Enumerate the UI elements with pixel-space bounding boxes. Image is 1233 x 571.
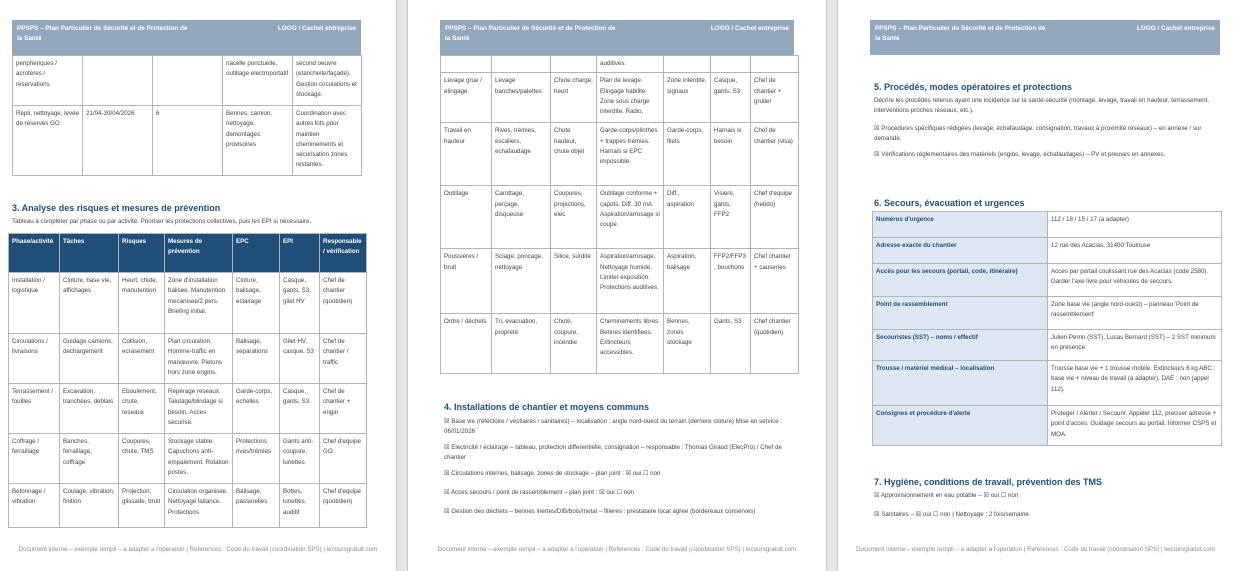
row-label: Trousse / matériel médical – localisation	[873, 361, 1048, 406]
cell-responsable: Chef chantier (quotidien)	[751, 314, 799, 374]
emergency-info-table	[872, 211, 1222, 446]
table-row	[441, 123, 799, 186]
checklist-item: ☒ Electricité / éclairage – tableau, protection differentielle, consignation – responsable : Thomas Giraud (ElecPro) / Chef de chantier	[444, 444, 782, 461]
row-label: Accès pour les secours (portail, code, itinéraire)	[873, 264, 1048, 297]
section-5-intro: Décrire les procédés retenus ayant une incidence sur la santé-sécurité (montage, levage, travail en hauteur, terrassement, interventions proches réseaux, etc.).	[874, 97, 1209, 114]
cell-responsable: Chef de chantier + engin	[320, 384, 367, 434]
cell-epi: Gants, S3	[711, 314, 751, 374]
table-row	[13, 106, 362, 176]
cell-epi: Gants anti-coupure, lunettes	[280, 434, 320, 484]
cell-epi: FFP2/FFP3, bouchons	[711, 249, 751, 314]
table-row	[873, 330, 1222, 361]
table-row	[13, 56, 362, 106]
cell-epc: Zone interdite, signaux	[664, 73, 711, 123]
cell-epc: Diff., aspiration	[664, 186, 711, 249]
cell-epc: Bennes, zones stockage	[664, 314, 711, 374]
table-row	[9, 334, 367, 384]
cell-responsable: Chef de chantier + grutier	[751, 73, 799, 123]
column-header: Responsable / vérification	[320, 234, 367, 273]
cell-dates: 21/04-30/04/2026	[83, 106, 153, 176]
row-label: Numéros d'urgence	[873, 212, 1048, 238]
cell-risques: Collision, ecrasement	[119, 334, 165, 384]
page-header	[870, 20, 1220, 55]
cell-responsable: Chef de chantier / traffic	[320, 334, 367, 384]
checklist-item: ☒ Procédures spécifiques rédigées (levage, échafaudage, consignation, travaux à proximité réseaux) – en annexe / sur demande.	[874, 125, 1202, 142]
section-7-list	[874, 491, 1224, 520]
table-row	[441, 73, 799, 123]
cell-responsable: Chef d'equipe (hebdo)	[751, 186, 799, 249]
checklist-item: ☒ Sanitaires – ☒ oui ☐ non | Nettoyage : 2 fois/semaine	[874, 511, 1029, 518]
table-row	[873, 238, 1222, 264]
header-logo-placeholder: LOGO / Cachet entreprise	[710, 25, 789, 32]
header-logo-placeholder: LOGO / Cachet entreprise	[277, 25, 356, 32]
planning-table-continuation	[12, 55, 362, 176]
cell-epi	[711, 56, 751, 73]
section-6-title: 6. Secours, évacuation et urgences	[874, 198, 1025, 208]
cell-taches: Carottage, perçage, disqueuse	[492, 186, 551, 249]
cell-mesures: Plan de levage. Elingage habilite. Zone sous charge interdite. Radio.	[597, 73, 664, 123]
cell-epi: Casque, gants, S3	[711, 73, 751, 123]
row-value: Trousse base vie + 1 trousse mobile. Extincteurs 6 kg ABC : base vie + niveau de travail (a adapter). DAE : non (appel 112).	[1048, 361, 1222, 406]
column-header: Risques	[119, 234, 165, 273]
checklist-item: ☒ Circulations internes, balisage, zones de stockage – plan joint : ☒ oui ☐ non	[444, 470, 661, 477]
page-footer: Document interne – exemple rempli – a adapter a l'operation | References : Code du travail (coordination SPS) | lecoursgratuit.com	[18, 546, 378, 553]
cell-responsable: Chef d'equipe GO	[320, 434, 367, 484]
cell-epc: Cloture, balisage, eclairage	[233, 273, 280, 334]
page-footer: Document interne – exemple rempli – a adapter a l'operation | References : Code du travail (coordination SPS) | lecoursgratuit.com	[437, 546, 797, 553]
row-value: Proteger / Alerter / Secourir. Appeler 112, preciser adresse + point d'acces. Guidage secours au portail. Informer CSPS et MOA.	[1048, 406, 1222, 446]
cell-epi: Visiere, gants, FFP2	[711, 186, 751, 249]
cell-responsable: Chef de chantier (visa)	[751, 123, 799, 186]
cell-responsable: Chef d'equipe (quotidien)	[320, 484, 367, 528]
cell-phase: Terrassement / fouilles	[9, 384, 60, 434]
checklist-item: ☒ Acces secours / point de rassemblement – plan joint : ☒ oui ☐ non	[444, 489, 634, 496]
cell-risques: Eboulement, chute, reseaux	[119, 384, 165, 434]
header-title: PPSPS – Plan Particulier de Sécurité et de Protection de la Santé	[17, 25, 188, 42]
cell-phase: Betonnage / vibration	[9, 484, 60, 528]
row-label: Consignes et procédure d'alerte	[873, 406, 1048, 446]
checklist-item: ☒ Base vie (réfectoire / vestiaires / sanitaires) – localisation : angle nord-ouest du terrain (derriere cloture) Mise en service : 06/01/2026	[444, 418, 783, 435]
cell-mesures: auditives.	[597, 56, 664, 73]
section-7-title: 7. Hygiène, conditions de travail, prévention des TMS	[874, 477, 1103, 487]
column-header: Tâches	[60, 234, 119, 273]
header-logo-placeholder: LOGO / Cachet entreprise	[1136, 25, 1215, 32]
header-title: PPSPS – Plan Particulier de Sécurité et de Protection de la Santé	[875, 25, 1046, 42]
table-row	[441, 314, 799, 374]
cell-mesures: Cheminements libres. Bennes identifiees. Extincteurs accessibles.	[597, 314, 664, 374]
table-row	[9, 273, 367, 334]
cell-epi: Harnais si besoin	[711, 123, 751, 186]
table-row	[873, 406, 1222, 446]
cell-epc: Balisage, passerelles	[233, 484, 280, 528]
risk-analysis-table-continued	[440, 55, 799, 374]
cell-taches	[492, 56, 551, 73]
document-page-2	[407, 0, 827, 571]
section-3-intro: Tableau à compléter par phase ou par activité. Prioriser les protections collectives, puis les EPI si nécessaire.	[12, 218, 312, 225]
cell-mesures: Circulation organisee. Nettoyage laitance. Protections	[165, 484, 233, 528]
cell-epc	[664, 56, 711, 73]
cell-taches: Banches, ferraillage, coffrage	[60, 434, 119, 484]
cell-responsable	[751, 56, 799, 73]
cell-epi: Casque, gants, S3, gilet HV	[280, 273, 320, 334]
cell-risques: Silice, surdité	[551, 249, 597, 314]
cell-moyens: nacelle ponctuelle, outillage electroportatif	[223, 56, 293, 106]
document-page-1	[0, 0, 397, 571]
row-label: Adresse exacte du chantier	[873, 238, 1048, 264]
cell-phase: Poussières / bruit	[441, 249, 492, 314]
column-header: EPI	[280, 234, 320, 273]
cell-epc: Aspiration, balisage	[664, 249, 711, 314]
cell-epc: Garde-corps, echelles	[233, 384, 280, 434]
table-row	[873, 297, 1222, 330]
cell-risques: Coupures, projections, elec	[551, 186, 597, 249]
table-row	[441, 249, 799, 314]
cell-phase: Levage grue / elingage	[441, 73, 492, 123]
checklist-item: ☒ Approvisionnement en eau potable – ☒ oui ☐ non	[874, 492, 1019, 499]
header-title: PPSPS – Plan Particulier de Sécurité et de Protection de la Santé	[445, 25, 616, 42]
cell-phase: Repli, nettoyage, levée de réserves GO	[13, 106, 83, 176]
section-4-list	[444, 417, 796, 517]
cell-mesures: Plan circulation. Homme-traffic en manœuvre. Pietons hors zone engins.	[165, 334, 233, 384]
section-3-title: 3. Analyse des risques et mesures de prévention	[12, 203, 221, 213]
cell-taches: Guidage camions, dechargement	[60, 334, 119, 384]
cell-mesures: Stockage stable. Capuchons anti-empalement. Rotation postes.	[165, 434, 233, 484]
section-5-title: 5. Procédés, modes opératoires et protections	[874, 82, 1073, 92]
row-label: Point de rassemblement	[873, 297, 1048, 330]
cell-mesures: Outillage conforme + capots. Diff. 30 mA. Aspiration/arrosage si coupe.	[597, 186, 664, 249]
cell-responsable: Chef chantier + causeries	[751, 249, 799, 314]
cell-phase: Outillage	[441, 186, 492, 249]
cell-taches: Tri, evacuation, propreté	[492, 314, 551, 374]
cell-phase: Travail en hauteur	[441, 123, 492, 186]
table-row	[873, 264, 1222, 297]
risk-analysis-table	[8, 233, 367, 528]
cell-epc: Balisage, separations	[233, 334, 280, 384]
page-header	[440, 20, 794, 55]
cell-risques: Heurt, chute, manutention	[119, 273, 165, 334]
cell-dates	[83, 56, 153, 106]
column-header: EPC	[233, 234, 280, 273]
checklist-item: ☒ Vérifications réglementaires des matériels (engins, levage, échafaudages) – PV et preuves en annexes.	[874, 151, 1166, 158]
row-label: Secouristes (SST) – noms / effectif	[873, 330, 1048, 361]
cell-epc: Protections rives/trémies	[233, 434, 280, 484]
cell-epi: Bottes, lunettes, auditif	[280, 484, 320, 528]
table-row	[441, 186, 799, 249]
section-4-title: 4. Installations de chantier et moyens communs	[444, 402, 650, 412]
cell-mesures: Zone d'installation balisee. Manutention mecanisee/2 pers. Briefing initial.	[165, 273, 233, 334]
cell-phase: Coffrage / ferraillage	[9, 434, 60, 484]
cell-taches: Coulage, vibration, finition	[60, 484, 119, 528]
cell-risques: Projection, glissade, bruit	[119, 484, 165, 528]
cell-phase: peripheriques / acrotères / réservations	[13, 56, 83, 106]
page-header	[12, 20, 361, 55]
table-row	[9, 484, 367, 528]
cell-phase: Circulations / livraisons	[9, 334, 60, 384]
row-value: 12 rue des Acacias, 31400 Toulouse	[1048, 238, 1222, 264]
cell-risques: Chute, coupure, incendie	[551, 314, 597, 374]
cell-epi: Gilet HV, casque, S3	[280, 334, 320, 384]
row-value: Zone base vie (angle nord-ouest) – panneau 'Point de rassemblement'	[1048, 297, 1222, 330]
document-page-3	[837, 0, 1233, 571]
section-5-list	[874, 124, 1226, 160]
cell-phase	[441, 56, 492, 73]
cell-phase: Installation / logistique	[9, 273, 60, 334]
page-footer: Document interne – exemple rempli – a adapter a l'operation | References : Code du travail (coordination SPS) | lecoursgratuit.com	[856, 546, 1215, 553]
cell-interfaces: second oeuvre (etancheite/façade). Gestion circulations et stockage.	[293, 56, 362, 106]
table-row	[873, 361, 1222, 406]
column-header: Mesures de prévention	[165, 234, 233, 273]
cell-epi: Casque, gants, S3	[280, 384, 320, 434]
checklist-item: ☒ Gestion des déchets – bennes inertes/DIB/bois/metal – filieres : prestataire local agree (bordereaux conserves)	[444, 508, 756, 515]
cell-risques: Coupures, chute, TMS	[119, 434, 165, 484]
table-row	[873, 212, 1222, 238]
row-value: 112 / 18 / 15 / 17 (à adapter)	[1048, 212, 1222, 238]
cell-responsable: Chef de chantier (quotidien)	[320, 273, 367, 334]
cell-phase: Ordre / déchets	[441, 314, 492, 374]
cell-taches: Cloture, base vie, affichages	[60, 273, 119, 334]
cell-effectif: 6	[153, 106, 223, 176]
cell-mesures: Repérage reseaux. Talutage/blindage si besoin. Acces securise.	[165, 384, 233, 434]
row-value: Julien Perrin (SST), Lucas Bernard (SST) – 2 SST minimum en presence	[1048, 330, 1222, 361]
cell-mesures: Aspiration/arrosage. Nettoyage humide. Limiter exposition. Protections auditives.	[597, 249, 664, 314]
table-row	[9, 384, 367, 434]
cell-taches: Sciage, poncage, nettoyage	[492, 249, 551, 314]
cell-mesures: Garde-corps/plinthes + trappes trémies. Harnais si EPC impossible.	[597, 123, 664, 186]
column-header: Phase/activité	[9, 234, 60, 273]
cell-taches: Excavation, tranchées, deblais	[60, 384, 119, 434]
cell-effectif	[153, 56, 223, 106]
table-row	[441, 56, 799, 73]
cell-taches: Rives, trémies, escaliers, echafaudage	[492, 123, 551, 186]
cell-risques: Chute hauteur, chute objet	[551, 123, 597, 186]
cell-taches: Levage banches/palettes	[492, 73, 551, 123]
cell-risques: Chute charge, heurt	[551, 73, 597, 123]
cell-moyens: Bennes, camion, nettoyage, demontages provisoires	[223, 106, 293, 176]
table-row	[9, 434, 367, 484]
cell-risques	[551, 56, 597, 73]
cell-epc: Garde-corps, filets	[664, 123, 711, 186]
row-value: Acces par portail coulissant rue des Acacias (code 2580). Garder l'axe livre pour vehicules de secours.	[1048, 264, 1222, 297]
cell-interfaces: Coordination avec autres lots pour maintien cheminements et securisation zones restantes.	[293, 106, 362, 176]
